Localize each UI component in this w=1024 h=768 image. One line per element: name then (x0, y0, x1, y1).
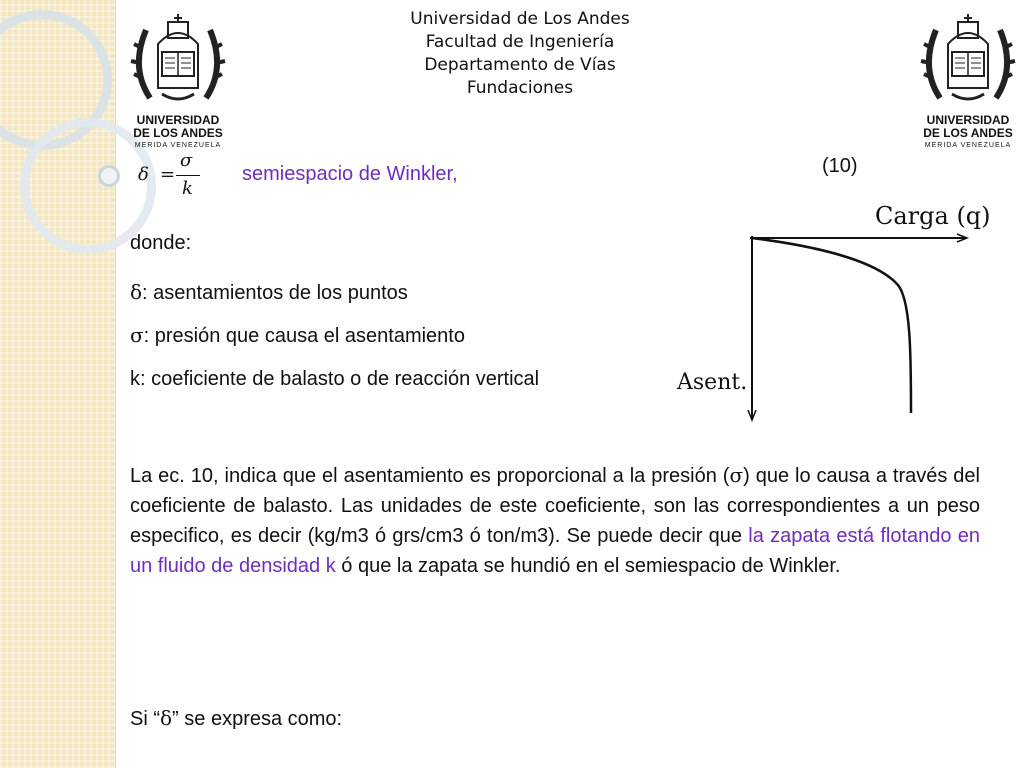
settlement-curve (752, 238, 911, 413)
logo-text-line3: MERIDA VENEZUELA (134, 142, 222, 149)
logo-text-line2: DE LOS ANDES (133, 126, 223, 140)
definition-symbol: δ (130, 280, 143, 304)
equation-number: (10) (822, 155, 858, 177)
definitions-intro: donde: (130, 232, 192, 254)
closing-post: ” se expresa como: (172, 708, 343, 730)
definition-text: : coeficiente de balasto o de reacción vertical (140, 368, 540, 390)
formula-label: semiespacio de Winkler, (242, 163, 458, 185)
institution-header (330, 8, 710, 100)
load-settlement-diagram (675, 198, 995, 428)
university-logo-left (128, 8, 228, 153)
university-logo-right (918, 8, 1018, 153)
header-department: Departamento de Vías (424, 55, 616, 75)
formula-denominator: k (182, 178, 193, 199)
paragraph-highlight: la zapata está flotando en un fluido de densidad k (130, 525, 981, 577)
closing-line (130, 706, 342, 731)
definition-item (130, 323, 465, 348)
graph-settlement-label: Asent. (677, 370, 748, 395)
formula-numerator: σ (180, 150, 193, 171)
logo-text-line1: UNIVERSIDAD (926, 113, 1010, 127)
decorative-ring-dot (98, 165, 120, 187)
university-seal-icon (128, 8, 228, 112)
formula-fraction-bar (176, 175, 200, 176)
paragraph-sigma: σ (729, 463, 744, 487)
definition-item (130, 368, 539, 391)
closing-pre: Si “ (130, 708, 160, 730)
header-university: Universidad de Los Andes (410, 9, 630, 29)
definition-symbol: k (130, 368, 140, 390)
logo-text-line1: UNIVERSIDAD (136, 113, 220, 127)
header-faculty: Facultad de Ingeniería (425, 32, 615, 52)
paragraph-text-3: ó que la zapata se hundió en el semiespacio de Winkler. (335, 555, 841, 577)
logo-text-line2: DE LOS ANDES (923, 126, 1013, 140)
definition-text: : presión que causa el asentamiento (143, 325, 465, 347)
definition-text: : asentamientos de los puntos (142, 282, 408, 304)
university-seal-icon (918, 8, 1018, 112)
definition-item (130, 280, 408, 305)
explanation-paragraph (130, 460, 980, 581)
formula-equals: = (160, 164, 176, 185)
paragraph-text-2: ) que lo causa a través del coeficiente de balasto. Las unidades de este coeficiente, son las correspondientes a un peso especifico, es decir (kg/m3 ó grs/cm3 ó ton/m3). Se puede decir que (130, 465, 980, 547)
winkler-formula (130, 150, 210, 202)
paragraph-text-1: La ec. 10, indica que el asentamiento es proporcional a la presión ( (130, 465, 730, 487)
formula-lhs: δ (138, 164, 149, 185)
definition-symbol: σ (130, 323, 144, 347)
graph-load-label: Carga (q) (875, 202, 991, 230)
header-course: Fundaciones (466, 78, 574, 98)
logo-text-line3: MERIDA VENEZUELA (924, 142, 1012, 149)
closing-symbol: δ (160, 706, 173, 730)
